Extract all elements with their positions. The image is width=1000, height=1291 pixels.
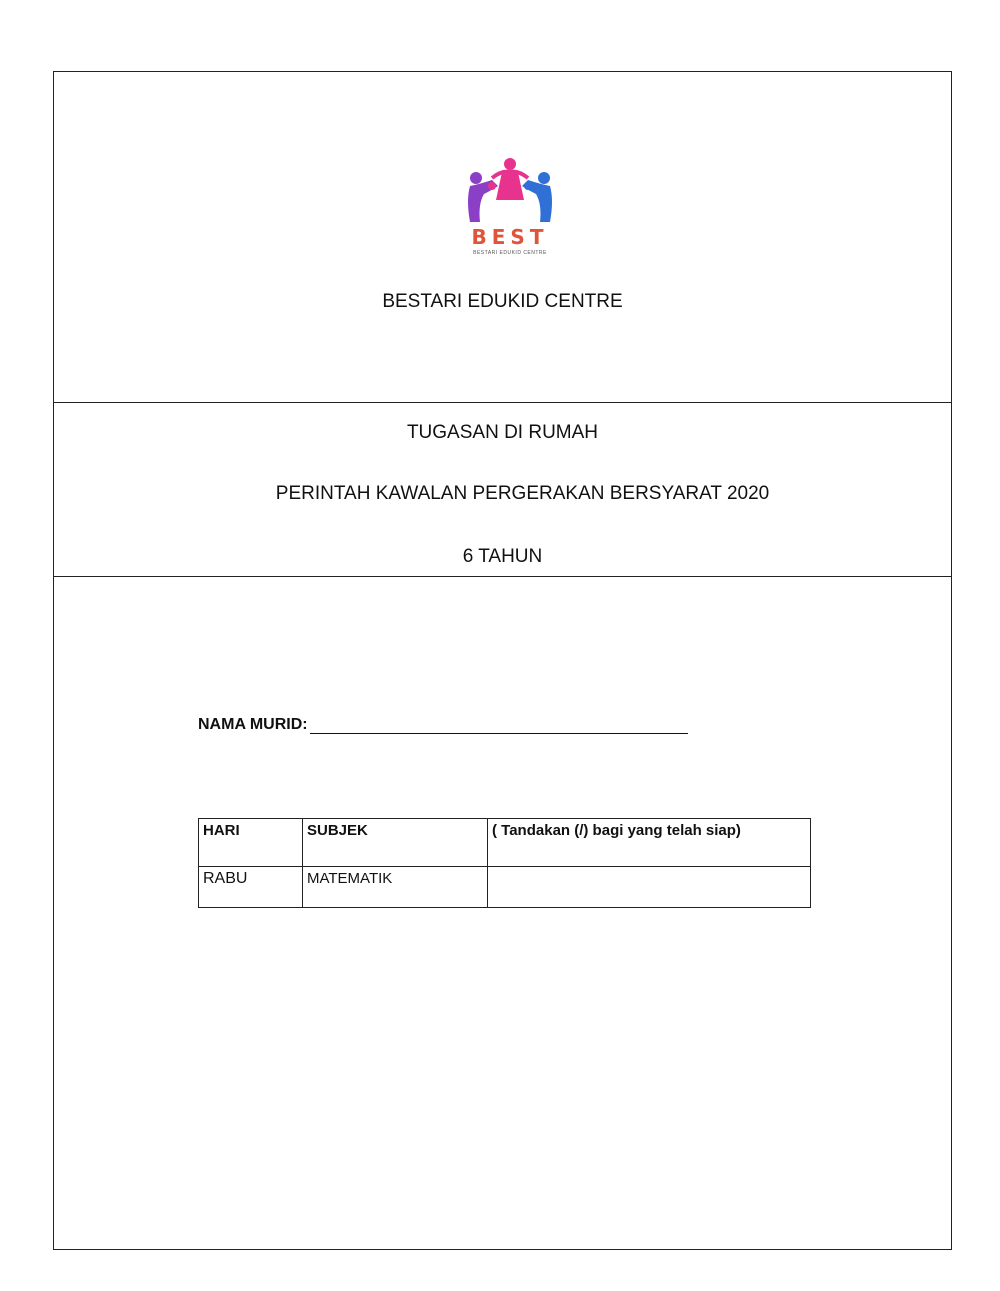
title-line-1: TUGASAN DI RUMAH — [406, 422, 599, 443]
table-row — [199, 867, 811, 908]
centre-name: BESTARI EDUKID CENTRE — [382, 291, 623, 312]
table-header-row — [199, 819, 811, 867]
header-hari: HARI — [199, 819, 303, 867]
body-section — [54, 577, 951, 1249]
student-name-label: NAMA MURID: — [198, 716, 308, 733]
task-table — [198, 818, 811, 908]
title-line-2: PERINTAH KAWALAN PERGERAKAN BERSYARAT 2020 — [275, 483, 770, 504]
cell-tick[interactable] — [488, 867, 811, 908]
children-holding-hands-icon — [462, 156, 558, 226]
header-tandakan: ( Tandakan (/) bagi yang telah siap) — [488, 819, 811, 867]
student-name-field[interactable] — [310, 719, 688, 734]
header-section — [54, 72, 951, 403]
logo-subtext: BESTARI EDUKID CENTRE — [473, 250, 547, 256]
logo-text: BEST — [471, 225, 549, 249]
cell-subjek: MATEMATIK — [303, 867, 488, 908]
header-subjek: SUBJEK — [303, 819, 488, 867]
cell-hari: RABU — [199, 867, 303, 908]
title-line-3: 6 TAHUN — [462, 546, 543, 567]
best-logo — [462, 156, 558, 260]
title-section — [54, 403, 951, 577]
page-frame — [53, 71, 952, 1250]
student-name-row — [198, 716, 688, 734]
